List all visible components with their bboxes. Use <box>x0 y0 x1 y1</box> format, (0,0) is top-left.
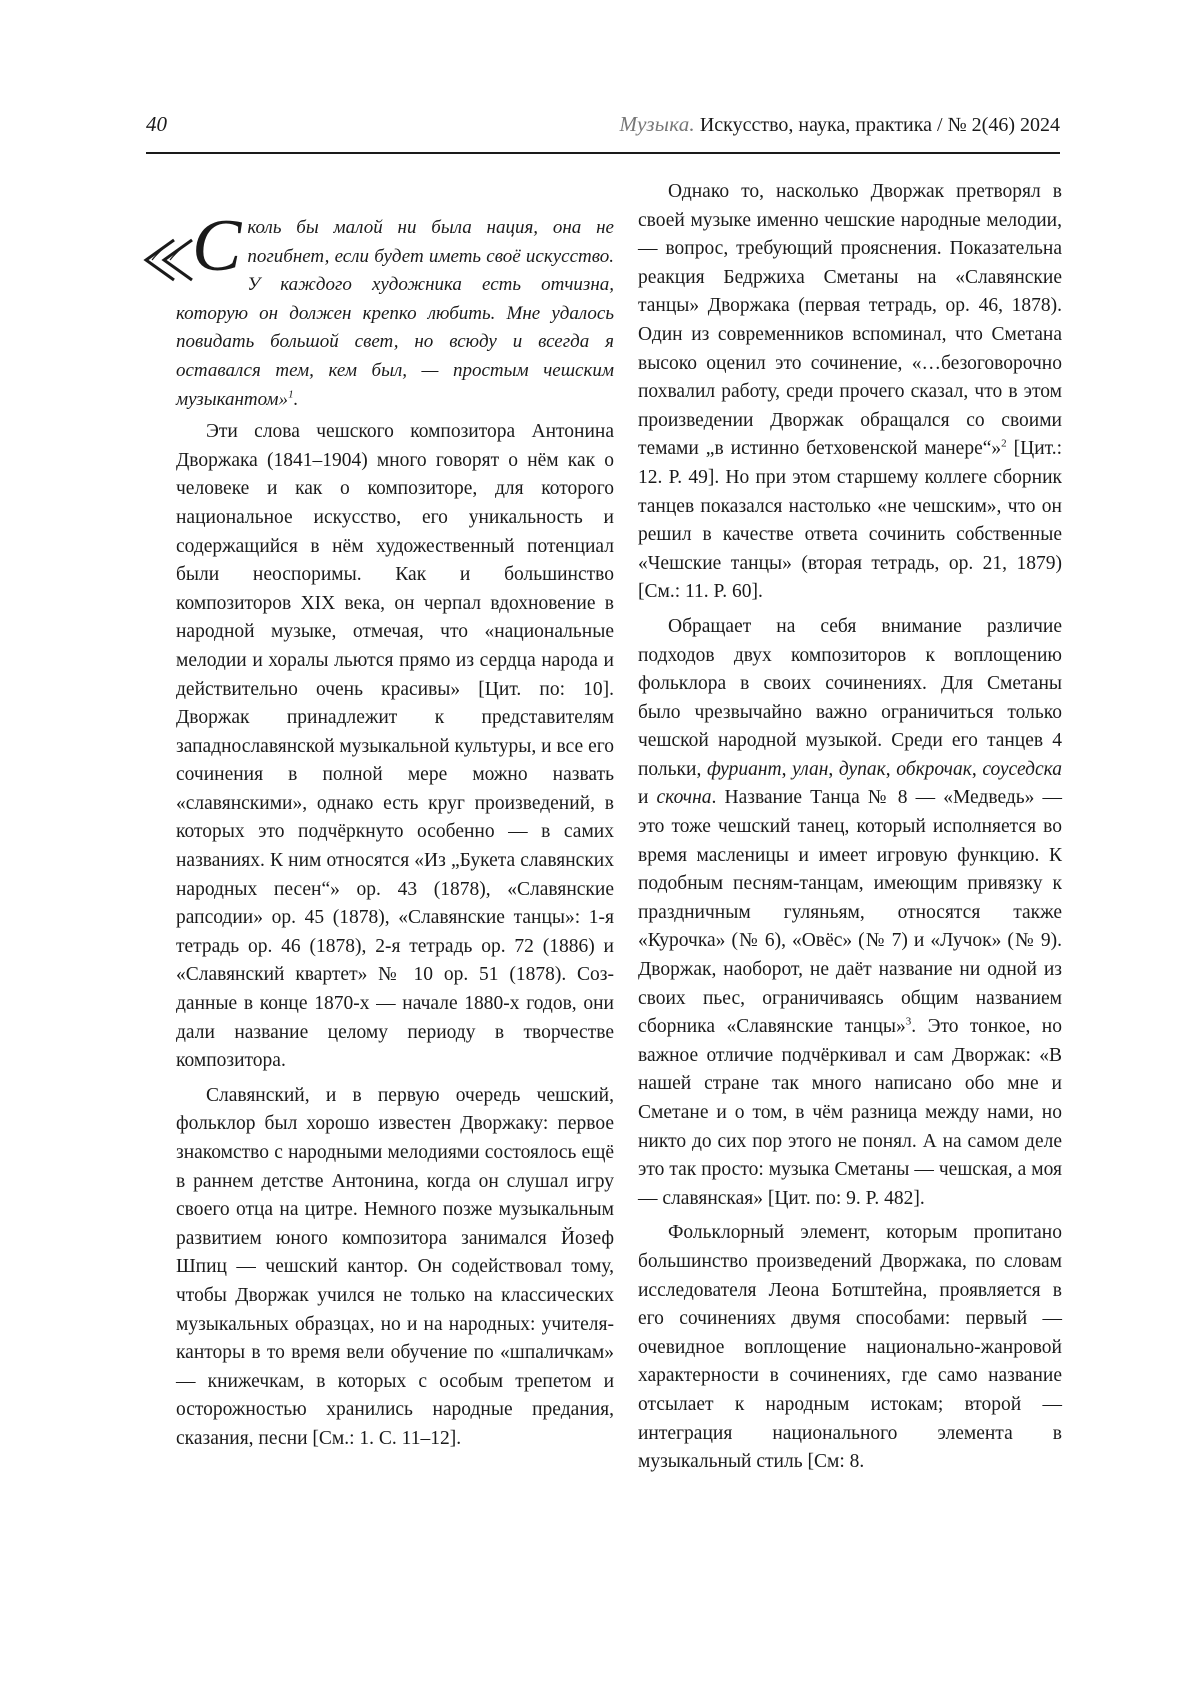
footnote-ref-1[interactable]: 1 <box>288 388 294 401</box>
dance-name: фуриант <box>706 758 782 780</box>
separator: и <box>638 787 657 809</box>
paragraph-text: Однако то, насколько Дворжак претворял в своей музыке именно чешские народные мелодии, — вопрос, требующий прояснения. Показательна реакция Бедржиха Сметаны на «Славянские танцы» Дворжака (первая тетрадь, op. 46, 1878). Один из современников вспоминал, что Сметана высоко оценил это сочинение, «…безоговорочно похвалил работу, среди прочего сказал, что в этом произведении Дворжак обращался со своими темами „в истинно бетховенской манере“» <box>638 181 1062 460</box>
footnote-ref-3[interactable]: 3 <box>905 1015 912 1028</box>
paragraph-text: . Это тонкое, но важное отличие подчёркивал и сам Дворжак: «В нашей стране так много написано обо мне и Сметане и о том, в чём разница между нами, но никто до сих пор этого не понял. А на самом деле это так просто: музыка Сметаны — чешская, а моя — славянская» [Цит. по: 9. P. 482]. <box>638 1016 1062 1209</box>
right-column <box>638 178 1062 1477</box>
paragraph: Эти слова чешского композитора Антонина Дворжака (1841–1904) много говорят о нём как о человеке и как о композиторе, для которого национальное искусство, его уникальность и содержащийся в нём художественный потенциал были неоспоримы. Как и большинство композиторов XIX века, он черпал вдохновение в народной музыке, отмечая, что «национальные мелодии и хоралы льются прямо из сердца народа и действительно очень красивы» [Цит. по: 10]. Дворжак принадлежит к представителям западнославянской музыкальной культуры, и все его сочинения в полной мере можно назвать «славянскими», однако есть круг произведений, в которых это подчёркнуто особенно — в самих названиях. К ним относятся «Из „Букета славянских народных песен“» op. 43 (1878), «Славянские рапсодии» op. 45 (1878), «Славянские танцы»: 1-я тетрадь op. 46 (1878), 2-я тетрадь op. 72 (1886) и «Славянский квартет» № 10 op. 51 (1878). Созданные в конце 1870-х — начале 1880-х годов, они дали название целому периоду в творчестве композитора. <box>176 421 614 1072</box>
dance-name: обкрочак <box>896 758 972 780</box>
paragraph-text: . Название Танца № 8 — «Медведь» — это тоже чешский танец, который исполняется во время масленицы и имеет игровую функцию. К подобным песням-танцам, имеющим привязку к праздничным гуляньям, относятся также «Курочка» (№ 6), «Овёс» (№ 7) и «Лучок» (№ 9). Дворжак, наоборот, не даёт название ни одной из своих пьес, ограничиваясь общим названием сборника «Славянские танцы» <box>638 787 1062 1038</box>
journal-running-title <box>619 112 1060 137</box>
dance-name: дупак <box>838 758 886 780</box>
paragraph <box>638 178 1062 607</box>
dance-name: улан <box>792 758 829 780</box>
footnote-ref-2[interactable]: 2 <box>1001 437 1007 450</box>
separator: , <box>885 758 897 780</box>
running-header <box>146 112 1060 154</box>
dance-name: соуседска <box>982 758 1063 780</box>
paragraph: Славянский, и в первую очередь чешский, фольклор был хорошо известен Дворжаку: первое знакомство с народными мелодиями состоялось ещё в раннем детстве Антонина, когда он слушал игру своего отца на цитре. Немного позже музыкальным развитием юного композитора занимался Йозеф Шпиц — чешский кантор. Он содействовал тому, чтобы Дворжак учился не только на классических музыкальных образцах, но и на народных: учителя-канторы в то время вели обучение по «шпаличкам» — книжечкам, в которых с особым трепетом и осторожностью хранились народные предания, сказания, песни [См.: 1. С. 11–12]. <box>176 1084 614 1449</box>
epigraph-text: коль бы малой ни была нация, она не погибнет, если будет иметь своё искусство. У каждого художника есть отчизна, которую он должен крепко любить. Мне удалось повидать большой свет, но всюду и всегда я оставался тем, кем был, — простым чешским музыкантом» <box>176 217 614 410</box>
epigraph-dropcap: С <box>192 205 242 287</box>
epigraph-quote <box>176 205 614 414</box>
paragraph: Фольклорный элемент, которым пропитано большинство произведений Дворжака, по словам исследователя Леона Ботштейна, проявляется в его сочинениях двумя способами: первый — очевидное воплощение национально-жанровой характерности в сочинениях, где само название отсылает к народным истокам; второй — интеграция национального элемента в музыкальный стиль [См: 8. <box>638 1222 1062 1473</box>
paragraph-text: Обращает на себя внимание различие подходов двух композиторов к воплощению фольклора в своих сочинениях. Для Сметаны было чрезвычайно важно ограничиться только чешской народной музыкой. Среди его танцев 4 польки, <box>638 615 1062 780</box>
paragraph-text: [Цит.: 12. P. 49]. Но при этом старшему коллеге сборник танцев показался настолько «не чешским», что он решил в качестве ответа сочинить собственные «Чешские танцы» (вторая тетрадь, op. 21, 1879) [См.: 11. P. 60]. <box>638 438 1062 603</box>
dance-name: скочна <box>656 787 712 809</box>
separator: , <box>971 758 983 780</box>
journal-logo-text: Музыка. <box>619 112 695 136</box>
page-number: 40 <box>146 112 167 136</box>
epigraph-trail: . <box>293 388 299 410</box>
left-column <box>176 178 614 1454</box>
separator: , <box>828 758 839 780</box>
quote-mark-icon <box>140 236 200 282</box>
journal-issue: Искусство, наука, практика / № 2(46) 2024 <box>694 114 1060 136</box>
paragraph <box>638 613 1062 1213</box>
separator: , <box>781 758 793 780</box>
